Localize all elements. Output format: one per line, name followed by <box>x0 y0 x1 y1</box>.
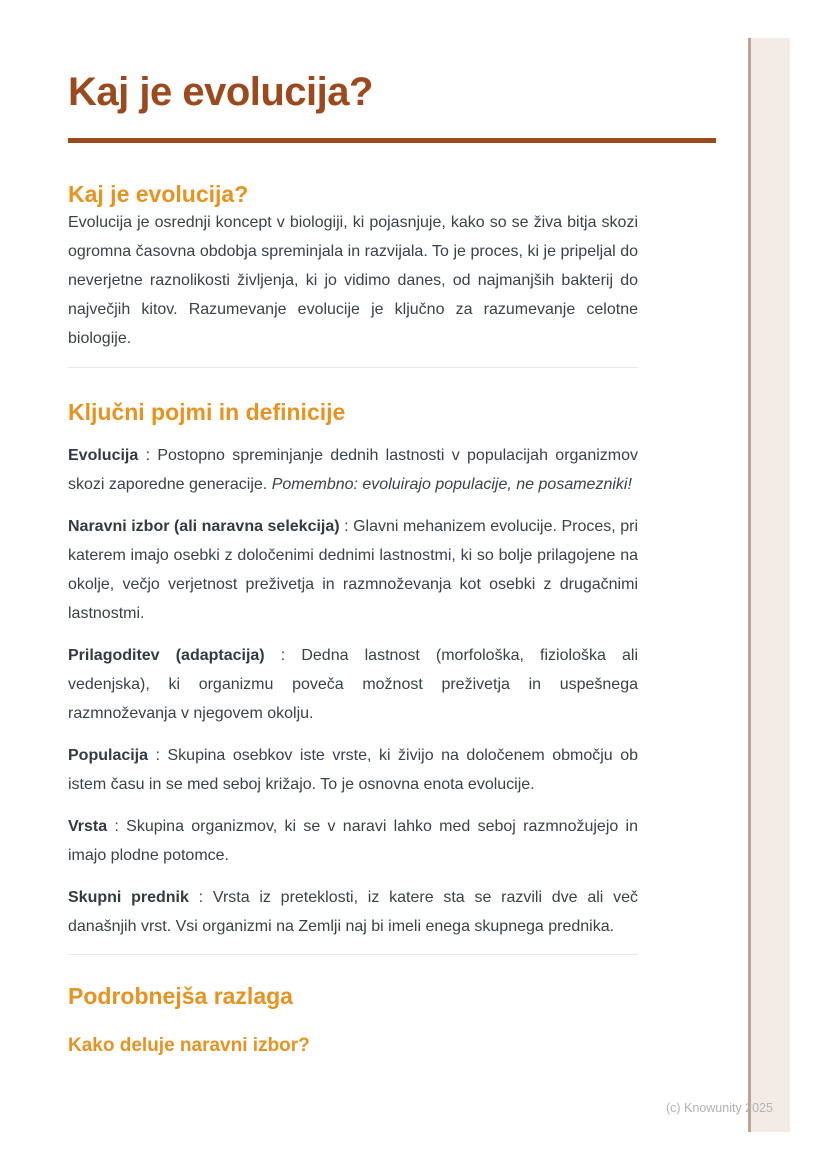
definition-term: Populacija <box>68 747 149 764</box>
definitions-list <box>68 441 638 941</box>
side-stripe-decoration <box>748 38 790 1132</box>
footer-copyright: (c) Knowunity 2025 <box>665 1101 773 1115</box>
definition-text: Postopno spreminjanje dednih lastnosti v populacijah organizmov skozi zaporedne generacije. <box>68 447 638 493</box>
definition-paragraph-naravni-izbor <box>68 512 638 628</box>
definition-term: Naravni izbor (ali naravna selekcija) <box>68 518 340 535</box>
definition-term: Skupni prednik <box>68 889 189 906</box>
definition-text: Skupina osebkov iste vrste, ki živijo na določenem območju ob istem času in se med seboj križajo. To je osnovna enota evolucije. <box>68 747 638 793</box>
definition-term: Evolucija <box>68 447 139 464</box>
definition-term: Prilagoditev (adaptacija) <box>68 647 265 664</box>
definition-paragraph-evolucija <box>68 441 638 499</box>
subsection-heading-naravni-izbor: Kako deluje naravni izbor? <box>68 1035 310 1056</box>
definition-text: Skupina organizmov, ki se v naravi lahko med seboj razmnožujejo in imajo plodne potomce. <box>68 818 639 864</box>
section-divider <box>68 954 638 955</box>
definition-paragraph-populacija <box>68 741 638 799</box>
definition-term: Vrsta <box>68 818 108 835</box>
definition-text: Dedna lastnost (morfološka, fiziološka ali vedenjska), ki organizmu poveča možnost preživetja in uspešnega razmnoževanja v njegovem okolju. <box>68 647 638 722</box>
definition-paragraph-vrsta <box>68 812 638 870</box>
title-rule <box>68 138 716 143</box>
definition-paragraph-prilagoditev <box>68 641 638 728</box>
intro-paragraph: Evolucija je osrednji koncept v biologiji, ki pojasnjuje, kako so se živa bitja skozi ogromna časovna obdobja spreminjala in razvijala. To je proces, ki je pripeljal do neverjetne raznolikosti življenja, ki jo vidimo danes, od najmanjših bakterij do največjih kitov. Razumevanje evolucije je ključno za razumevanje celotne biologije. <box>68 214 638 347</box>
definition-paragraph-skupni-prednik <box>68 883 638 941</box>
section-heading-intro: Kaj je evolucija? <box>68 181 249 207</box>
definition-text: Vrsta iz preteklosti, iz katere sta se razvili dve ali več današnjih vrst. Vsi organizmi na Zemlji naj bi imeli enega skupnega prednika. <box>68 889 638 935</box>
document-page <box>68 0 638 1057</box>
definition-note: Pomembno: evoluirajo populacije, ne posamezniki! <box>271 476 632 493</box>
section-heading-key-terms: Ključni pojmi in definicije <box>68 399 346 425</box>
definition-separator: : <box>264 647 302 664</box>
definition-separator: : <box>138 447 158 464</box>
page-title: Kaj je evolucija? <box>68 70 373 114</box>
definition-separator: : <box>339 518 354 535</box>
section-divider <box>68 367 638 368</box>
definition-separator: : <box>148 747 168 764</box>
definition-text: Glavni mehanizem evolucije. Proces, pri katerem imajo osebki z določenimi dednimi lastnostmi, ki so bolje prilagojene na okolje, večjo verjetnost preživetja in razmnoževanja kot osebki z drugačnimi lastnostmi. <box>68 518 638 622</box>
section-heading-details: Podrobnejša razlaga <box>68 983 293 1009</box>
definition-separator: : <box>188 889 213 906</box>
definition-separator: : <box>107 818 127 835</box>
